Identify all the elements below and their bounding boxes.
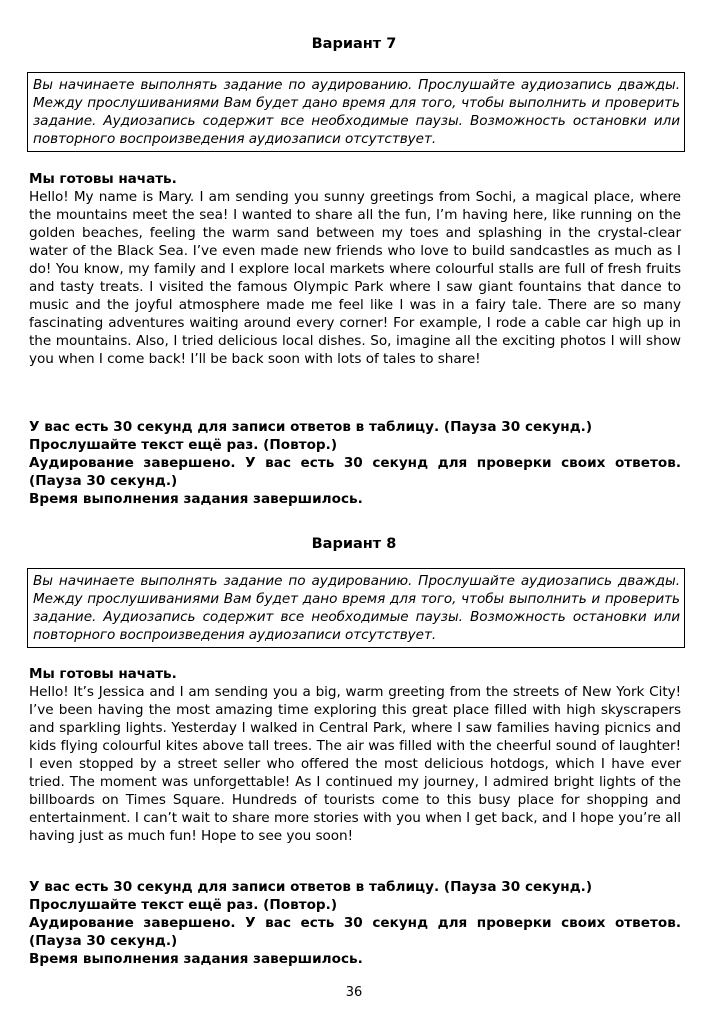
variant-7-end-note: Время выполнения задания завершилось. [29,491,363,507]
page-number: 36 [345,985,363,1000]
variant-7-closing-notes [29,418,681,508]
variant-7-repeat-note: Прослушайте текст ещё раз. (Повтор.) [29,437,338,453]
variant-7-instructions-box: Вы начинаете выполнять задание по аудированию. Прослушайте аудиозапись дважды. Между прослушиваниями Вам будет дано время для того, чтобы выполнить и проверить задание. Аудиозапись содержит все необходимые паузы. Возможность остановки или повторного воспроизведения аудиозаписи отсутствует. [27,72,685,152]
variant-7-pause-note: У вас есть 30 секунд для записи ответов в таблицу. (Пауза 30 секунд.) [29,419,593,435]
variant-8-finish-note-pause: (Пауза 30 секунд.) [29,933,178,949]
variant-8-closing-notes [29,878,681,968]
variant-8-finish-note: Аудирование завершено. У вас есть 30 секунд для проверки своих ответов. [29,915,681,931]
variant-8-body [29,665,681,845]
variant-8-story-text: Hello! It’s Jessica and I am sending you a big, warm greeting from the streets of New York City! I’ve been having the most amazing time exploring this great place filled with high skyscrapers and sparkling lights. Yesterday I walked in Central Park, where I saw families having picnics and kids flying colourful kites above tall trees. The air was filled with the cheerful sound of laughter! I even stopped by a street seller who offered the most delicious hotdogs, which I have ever tried. The moment was unforgettable! As I continued my journey, I admired bright lights of the billboards on Times Square. Hundreds of tourists come to this busy place for shopping and entertainment. I can’t wait to share more stories with you when I get back, and I hope you’re all having just as much fun! Hope to see you soon! [29,684,681,844]
variant-8-title: Вариант 8 [311,536,397,552]
variant-8-instructions-box: Вы начинаете выполнять задание по аудированию. Прослушайте аудиозапись дважды. Между прослушиваниями Вам будет дано время для того, чтобы выполнить и проверить задание. Аудиозапись содержит все необходимые паузы. Возможность остановки или повторного воспроизведения аудиозаписи отсутствует. [27,568,685,648]
variant-8-ready-line: Мы готовы начать. [29,666,177,682]
variant-7-finish-note-pause: (Пауза 30 секунд.) [29,473,178,489]
variant-8-repeat-note: Прослушайте текст ещё раз. (Повтор.) [29,897,338,913]
variant-7-finish-note: Аудирование завершено. У вас есть 30 секунд для проверки своих ответов. [29,455,681,471]
variant-7-story-text: Hello! My name is Mary. I am sending you sunny greetings from Sochi, a magical place, where the mountains meet the sea! I wanted to share all the fun, I’m having here, like running on the golden beaches, feeling the warm sand between my toes and splashing in the crystal-clear water of the Black Sea. I’ve even made new friends who love to build sandcastles as much as I do! You know, my family and I explore local markets where colourful stalls are full of fresh fruits and tasty treats. I visited the famous Olympic Park where I saw giant fountains that dance to music and the joyful atmosphere made me feel like I was in a fairy tale. There are so many fascinating adventures waiting around every corner! For example, I rode a cable car high up in the mountains. Also, I tried delicious local dishes. So, imagine all the exciting photos I will show you when I come back! I’ll be back soon with lots of tales to share! [29,189,681,367]
variant-8-end-note: Время выполнения задания завершилось. [29,951,363,967]
variant-8-pause-note: У вас есть 30 секунд для записи ответов в таблицу. (Пауза 30 секунд.) [29,879,593,895]
variant-7-body [29,170,681,368]
variant-7-title: Вариант 7 [311,36,397,52]
variant-7-ready-line: Мы готовы начать. [29,171,177,187]
